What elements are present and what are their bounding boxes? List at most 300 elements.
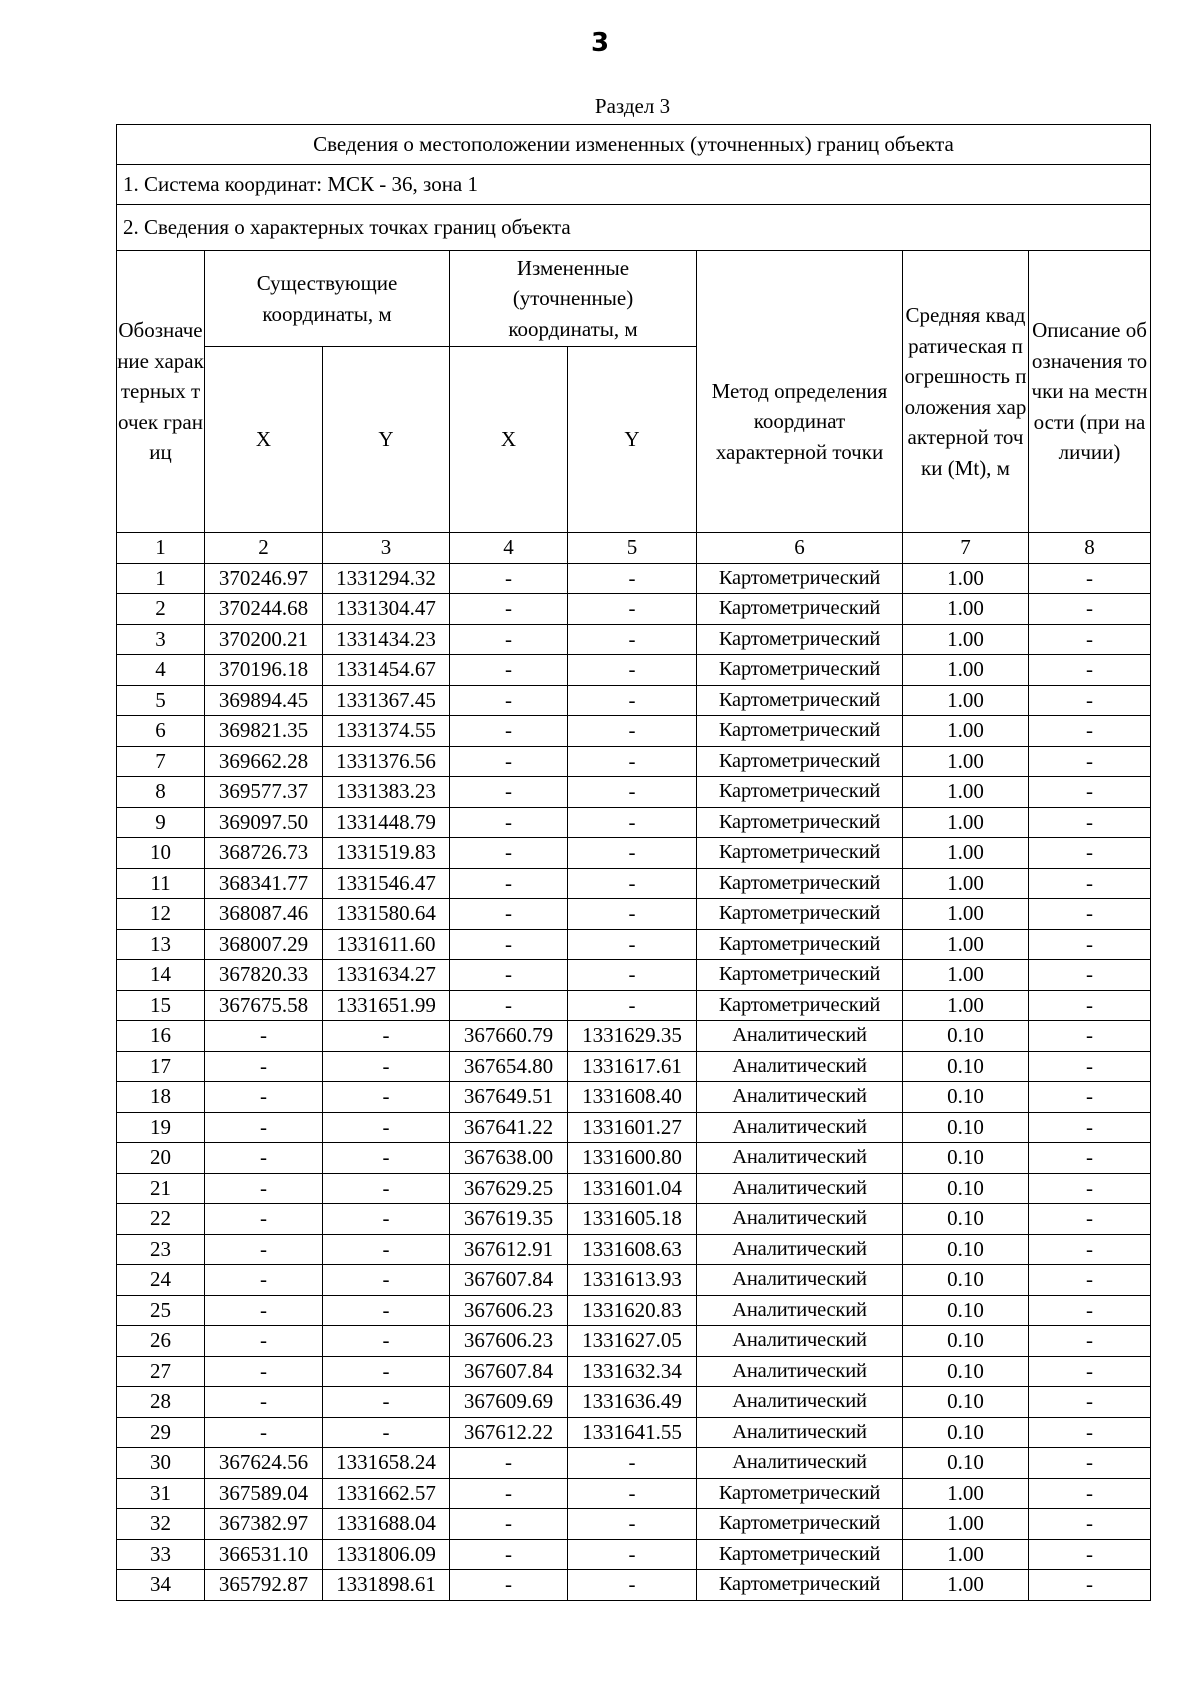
existing-x-cell: 368726.73 — [205, 838, 323, 869]
changed-x-cell: - — [450, 807, 568, 838]
changed-y-cell: - — [568, 899, 697, 930]
table-row — [117, 624, 1151, 655]
accuracy-cell: 0.10 — [903, 1082, 1029, 1113]
column-number: 4 — [450, 533, 568, 564]
header-existing-x: X — [205, 347, 323, 533]
existing-x-cell: 369894.45 — [205, 685, 323, 716]
point-number-cell: 22 — [117, 1204, 205, 1235]
description-cell: - — [1029, 1448, 1151, 1479]
table-row — [117, 1448, 1151, 1479]
accuracy-cell: 1.00 — [903, 624, 1029, 655]
point-number-cell: 12 — [117, 899, 205, 930]
changed-x-cell: - — [450, 1448, 568, 1479]
method-cell: Картометрический — [697, 716, 903, 747]
changed-y-cell: - — [568, 990, 697, 1021]
existing-x-cell: 367675.58 — [205, 990, 323, 1021]
changed-x-cell: 367612.91 — [450, 1234, 568, 1265]
existing-x-cell: - — [205, 1204, 323, 1235]
point-number-cell: 34 — [117, 1570, 205, 1601]
existing-x-cell: 370246.97 — [205, 563, 323, 594]
description-cell: - — [1029, 1204, 1151, 1235]
table-row — [117, 1234, 1151, 1265]
existing-x-cell: 369097.50 — [205, 807, 323, 838]
table-row — [117, 563, 1151, 594]
changed-y-cell: - — [568, 594, 697, 625]
description-cell: - — [1029, 899, 1151, 930]
method-cell: Картометрический — [697, 899, 903, 930]
table-row — [117, 1326, 1151, 1357]
changed-y-cell: 1331629.35 — [568, 1021, 697, 1052]
header-changed-y: Y — [568, 347, 697, 533]
changed-y-cell: - — [568, 868, 697, 899]
description-cell: - — [1029, 716, 1151, 747]
table-row — [117, 1356, 1151, 1387]
accuracy-cell: 0.10 — [903, 1265, 1029, 1296]
method-cell: Картометрический — [697, 1570, 903, 1601]
accuracy-cell: 1.00 — [903, 685, 1029, 716]
point-number-cell: 27 — [117, 1356, 205, 1387]
description-cell: - — [1029, 1082, 1151, 1113]
method-cell: Аналитический — [697, 1021, 903, 1052]
point-number-cell: 9 — [117, 807, 205, 838]
changed-y-cell: 1331601.04 — [568, 1173, 697, 1204]
description-cell: - — [1029, 746, 1151, 777]
existing-y-cell: 1331376.56 — [323, 746, 450, 777]
changed-y-cell: - — [568, 624, 697, 655]
changed-y-cell: - — [568, 563, 697, 594]
existing-y-cell: 1331367.45 — [323, 685, 450, 716]
changed-y-cell: - — [568, 1570, 697, 1601]
existing-x-cell: - — [205, 1326, 323, 1357]
existing-y-cell: 1331454.67 — [323, 655, 450, 686]
existing-y-cell: - — [323, 1417, 450, 1448]
existing-x-cell: 369577.37 — [205, 777, 323, 808]
existing-y-cell: - — [323, 1387, 450, 1418]
point-number-cell: 14 — [117, 960, 205, 991]
table-row — [117, 1112, 1151, 1143]
method-cell: Картометрический — [697, 777, 903, 808]
changed-x-cell: - — [450, 929, 568, 960]
changed-x-cell: 367619.35 — [450, 1204, 568, 1235]
table-row — [117, 1265, 1151, 1296]
changed-y-cell: - — [568, 1448, 697, 1479]
point-number-cell: 5 — [117, 685, 205, 716]
method-cell: Картометрический — [697, 929, 903, 960]
column-number: 6 — [697, 533, 903, 564]
changed-x-cell: 367606.23 — [450, 1295, 568, 1326]
column-numbers-row — [117, 533, 1151, 564]
existing-y-cell: - — [323, 1082, 450, 1113]
accuracy-cell: 1.00 — [903, 899, 1029, 930]
existing-x-cell: 366531.10 — [205, 1539, 323, 1570]
method-cell: Аналитический — [697, 1234, 903, 1265]
existing-y-cell: 1331662.57 — [323, 1478, 450, 1509]
changed-y-cell: - — [568, 838, 697, 869]
existing-x-cell: - — [205, 1387, 323, 1418]
existing-x-cell: 370244.68 — [205, 594, 323, 625]
existing-x-cell: 369662.28 — [205, 746, 323, 777]
method-cell: Аналитический — [697, 1143, 903, 1174]
existing-x-cell: 369821.35 — [205, 716, 323, 747]
description-cell: - — [1029, 1112, 1151, 1143]
method-cell: Картометрический — [697, 1509, 903, 1540]
point-number-cell: 25 — [117, 1295, 205, 1326]
changed-y-cell: 1331632.34 — [568, 1356, 697, 1387]
accuracy-cell: 1.00 — [903, 807, 1029, 838]
existing-y-cell: 1331434.23 — [323, 624, 450, 655]
existing-y-cell: - — [323, 1112, 450, 1143]
method-cell: Картометрический — [697, 655, 903, 686]
table-row — [117, 1173, 1151, 1204]
table-row — [117, 1417, 1151, 1448]
existing-y-cell: 1331294.32 — [323, 563, 450, 594]
table-title: Сведения о местоположении измененных (уточненных) границ объекта — [117, 125, 1151, 165]
point-number-cell: 10 — [117, 838, 205, 869]
accuracy-cell: 0.10 — [903, 1021, 1029, 1052]
changed-x-cell: 367612.22 — [450, 1417, 568, 1448]
changed-x-cell: - — [450, 1570, 568, 1601]
existing-y-cell: 1331383.23 — [323, 777, 450, 808]
existing-x-cell: 368007.29 — [205, 929, 323, 960]
method-cell: Картометрический — [697, 838, 903, 869]
accuracy-cell: 0.10 — [903, 1204, 1029, 1235]
changed-y-cell: 1331617.61 — [568, 1051, 697, 1082]
changed-x-cell: - — [450, 594, 568, 625]
changed-x-cell: 367607.84 — [450, 1356, 568, 1387]
existing-y-cell: - — [323, 1173, 450, 1204]
existing-y-cell: - — [323, 1204, 450, 1235]
changed-y-cell: - — [568, 1478, 697, 1509]
existing-x-cell: - — [205, 1295, 323, 1326]
description-cell: - — [1029, 655, 1151, 686]
description-cell: - — [1029, 990, 1151, 1021]
existing-x-cell: - — [205, 1417, 323, 1448]
existing-x-cell: - — [205, 1173, 323, 1204]
changed-y-cell: 1331601.27 — [568, 1112, 697, 1143]
description-cell: - — [1029, 1234, 1151, 1265]
method-cell: Аналитический — [697, 1112, 903, 1143]
existing-x-cell: 367820.33 — [205, 960, 323, 991]
page-number: 3 — [590, 28, 610, 58]
description-cell: - — [1029, 777, 1151, 808]
method-cell: Картометрический — [697, 746, 903, 777]
changed-x-cell: - — [450, 899, 568, 930]
table-row — [117, 1570, 1151, 1601]
method-cell: Аналитический — [697, 1204, 903, 1235]
changed-x-cell: - — [450, 838, 568, 869]
table-row — [117, 1387, 1151, 1418]
existing-x-cell: 370200.21 — [205, 624, 323, 655]
description-cell: - — [1029, 1509, 1151, 1540]
changed-y-cell: - — [568, 746, 697, 777]
accuracy-cell: 1.00 — [903, 716, 1029, 747]
existing-y-cell: 1331898.61 — [323, 1570, 450, 1601]
method-cell: Аналитический — [697, 1173, 903, 1204]
accuracy-cell: 0.10 — [903, 1387, 1029, 1418]
table-row — [117, 594, 1151, 625]
changed-x-cell: - — [450, 1509, 568, 1540]
point-number-cell: 32 — [117, 1509, 205, 1540]
point-number-cell: 13 — [117, 929, 205, 960]
changed-x-cell: - — [450, 1478, 568, 1509]
description-cell: - — [1029, 563, 1151, 594]
changed-y-cell: - — [568, 1509, 697, 1540]
point-number-cell: 3 — [117, 624, 205, 655]
changed-x-cell: 367641.22 — [450, 1112, 568, 1143]
existing-x-cell: - — [205, 1356, 323, 1387]
changed-y-cell: - — [568, 716, 697, 747]
header-point-designation: Обозначение характерных точек границ — [117, 251, 205, 533]
existing-x-cell: 365792.87 — [205, 1570, 323, 1601]
method-cell: Картометрический — [697, 685, 903, 716]
existing-x-cell: - — [205, 1021, 323, 1052]
accuracy-cell: 0.10 — [903, 1234, 1029, 1265]
accuracy-cell: 1.00 — [903, 563, 1029, 594]
description-cell: - — [1029, 929, 1151, 960]
accuracy-cell: 0.10 — [903, 1051, 1029, 1082]
table-row — [117, 746, 1151, 777]
point-number-cell: 19 — [117, 1112, 205, 1143]
point-number-cell: 6 — [117, 716, 205, 747]
method-cell: Аналитический — [697, 1326, 903, 1357]
changed-y-cell: - — [568, 777, 697, 808]
method-cell: Аналитический — [697, 1448, 903, 1479]
changed-y-cell: 1331605.18 — [568, 1204, 697, 1235]
existing-x-cell: - — [205, 1051, 323, 1082]
table-row — [117, 1051, 1151, 1082]
description-cell: - — [1029, 1173, 1151, 1204]
header-changed-coords: Измененные (уточненные) координаты, м — [450, 251, 697, 347]
table-row — [117, 929, 1151, 960]
accuracy-cell: 0.10 — [903, 1417, 1029, 1448]
description-cell: - — [1029, 594, 1151, 625]
accuracy-cell: 1.00 — [903, 1539, 1029, 1570]
description-cell: - — [1029, 685, 1151, 716]
accuracy-cell: 1.00 — [903, 777, 1029, 808]
existing-x-cell: 367624.56 — [205, 1448, 323, 1479]
changed-x-cell: 367607.84 — [450, 1265, 568, 1296]
point-number-cell: 2 — [117, 594, 205, 625]
point-number-cell: 31 — [117, 1478, 205, 1509]
accuracy-cell: 1.00 — [903, 868, 1029, 899]
method-cell: Аналитический — [697, 1265, 903, 1296]
method-cell: Картометрический — [697, 563, 903, 594]
description-cell: - — [1029, 838, 1151, 869]
point-number-cell: 17 — [117, 1051, 205, 1082]
description-cell: - — [1029, 1417, 1151, 1448]
changed-y-cell: - — [568, 807, 697, 838]
column-number: 1 — [117, 533, 205, 564]
changed-x-cell: - — [450, 624, 568, 655]
changed-x-cell: - — [450, 716, 568, 747]
changed-x-cell: - — [450, 960, 568, 991]
point-number-cell: 26 — [117, 1326, 205, 1357]
changed-y-cell: 1331641.55 — [568, 1417, 697, 1448]
existing-y-cell: - — [323, 1051, 450, 1082]
accuracy-cell: 0.10 — [903, 1295, 1029, 1326]
header-existing-coords: Существующие координаты, м — [205, 251, 450, 347]
accuracy-cell: 1.00 — [903, 929, 1029, 960]
changed-x-cell: 367654.80 — [450, 1051, 568, 1082]
description-cell: - — [1029, 1265, 1151, 1296]
point-number-cell: 28 — [117, 1387, 205, 1418]
accuracy-cell: 1.00 — [903, 990, 1029, 1021]
existing-y-cell: 1331374.55 — [323, 716, 450, 747]
changed-y-cell: - — [568, 1539, 697, 1570]
description-cell: - — [1029, 1051, 1151, 1082]
method-cell: Аналитический — [697, 1387, 903, 1418]
existing-x-cell: 370196.18 — [205, 655, 323, 686]
table-row — [117, 1509, 1151, 1540]
existing-x-cell: 367382.97 — [205, 1509, 323, 1540]
existing-x-cell: - — [205, 1082, 323, 1113]
column-number: 5 — [568, 533, 697, 564]
existing-x-cell: - — [205, 1143, 323, 1174]
point-number-cell: 11 — [117, 868, 205, 899]
existing-y-cell: 1331634.27 — [323, 960, 450, 991]
existing-y-cell: - — [323, 1326, 450, 1357]
changed-y-cell: - — [568, 685, 697, 716]
accuracy-cell: 0.10 — [903, 1326, 1029, 1357]
existing-x-cell: 368087.46 — [205, 899, 323, 930]
existing-y-cell: 1331658.24 — [323, 1448, 450, 1479]
changed-y-cell: - — [568, 929, 697, 960]
header-accuracy: Средняя квадратическая погрешность положения характерной точки (Mt), м — [903, 251, 1029, 533]
column-number: 8 — [1029, 533, 1151, 564]
existing-y-cell: 1331519.83 — [323, 838, 450, 869]
changed-x-cell: - — [450, 777, 568, 808]
table-row — [117, 1021, 1151, 1052]
existing-y-cell: - — [323, 1356, 450, 1387]
accuracy-cell: 1.00 — [903, 838, 1029, 869]
changed-x-cell: 367660.79 — [450, 1021, 568, 1052]
boundary-points-table — [116, 124, 1151, 1601]
existing-x-cell: 368341.77 — [205, 868, 323, 899]
point-number-cell: 1 — [117, 563, 205, 594]
table-row — [117, 1204, 1151, 1235]
method-cell: Картометрический — [697, 960, 903, 991]
existing-x-cell: - — [205, 1234, 323, 1265]
changed-x-cell: - — [450, 746, 568, 777]
header-existing-y: Y — [323, 347, 450, 533]
changed-y-cell: 1331636.49 — [568, 1387, 697, 1418]
description-cell: - — [1029, 1021, 1151, 1052]
point-number-cell: 20 — [117, 1143, 205, 1174]
point-number-cell: 23 — [117, 1234, 205, 1265]
existing-y-cell: 1331448.79 — [323, 807, 450, 838]
existing-y-cell: 1331304.47 — [323, 594, 450, 625]
accuracy-cell: 1.00 — [903, 960, 1029, 991]
table-row — [117, 807, 1151, 838]
section-title: Раздел 3 — [594, 94, 671, 118]
table-row — [117, 1143, 1151, 1174]
changed-x-cell: - — [450, 1539, 568, 1570]
table-row — [117, 1295, 1151, 1326]
table-row — [117, 655, 1151, 686]
method-cell: Картометрический — [697, 624, 903, 655]
header-changed-x: X — [450, 347, 568, 533]
point-number-cell: 29 — [117, 1417, 205, 1448]
existing-y-cell: 1331611.60 — [323, 929, 450, 960]
changed-x-cell: - — [450, 563, 568, 594]
method-cell: Картометрический — [697, 868, 903, 899]
point-number-cell: 24 — [117, 1265, 205, 1296]
method-cell: Аналитический — [697, 1417, 903, 1448]
changed-x-cell: 367606.23 — [450, 1326, 568, 1357]
description-cell: - — [1029, 1295, 1151, 1326]
table-row — [117, 1478, 1151, 1509]
point-number-cell: 33 — [117, 1539, 205, 1570]
table-row — [117, 899, 1151, 930]
point-number-cell: 16 — [117, 1021, 205, 1052]
changed-x-cell: 367638.00 — [450, 1143, 568, 1174]
method-cell: Картометрический — [697, 594, 903, 625]
changed-y-cell: 1331600.80 — [568, 1143, 697, 1174]
accuracy-cell: 1.00 — [903, 1570, 1029, 1601]
existing-y-cell: - — [323, 1234, 450, 1265]
description-cell: - — [1029, 1478, 1151, 1509]
points-info-label: 2. Сведения о характерных точках границ объекта — [117, 205, 1151, 251]
header-description: Описание обозначения точки на местности (при наличии) — [1029, 251, 1151, 533]
accuracy-cell: 0.10 — [903, 1112, 1029, 1143]
existing-y-cell: - — [323, 1295, 450, 1326]
existing-y-cell: 1331580.64 — [323, 899, 450, 930]
changed-x-cell: 367649.51 — [450, 1082, 568, 1113]
description-cell: - — [1029, 1387, 1151, 1418]
method-cell: Картометрический — [697, 807, 903, 838]
point-number-cell: 8 — [117, 777, 205, 808]
changed-y-cell: 1331613.93 — [568, 1265, 697, 1296]
existing-y-cell: 1331546.47 — [323, 868, 450, 899]
accuracy-cell: 1.00 — [903, 655, 1029, 686]
table-row — [117, 777, 1151, 808]
existing-x-cell: 367589.04 — [205, 1478, 323, 1509]
column-number: 2 — [205, 533, 323, 564]
method-cell: Аналитический — [697, 1356, 903, 1387]
existing-x-cell: - — [205, 1112, 323, 1143]
table-row — [117, 1082, 1151, 1113]
point-number-cell: 30 — [117, 1448, 205, 1479]
existing-y-cell: - — [323, 1265, 450, 1296]
existing-y-cell: 1331688.04 — [323, 1509, 450, 1540]
point-number-cell: 4 — [117, 655, 205, 686]
coord-system-label: 1. Система координат: МСК - 36, зона 1 — [117, 165, 1151, 205]
column-number: 7 — [903, 533, 1029, 564]
accuracy-cell: 0.10 — [903, 1143, 1029, 1174]
column-number: 3 — [323, 533, 450, 564]
accuracy-cell: 1.00 — [903, 746, 1029, 777]
changed-y-cell: 1331608.40 — [568, 1082, 697, 1113]
point-number-cell: 21 — [117, 1173, 205, 1204]
point-number-cell: 7 — [117, 746, 205, 777]
accuracy-cell: 1.00 — [903, 1478, 1029, 1509]
method-cell: Картометрический — [697, 1478, 903, 1509]
accuracy-cell: 0.10 — [903, 1356, 1029, 1387]
changed-x-cell: 367629.25 — [450, 1173, 568, 1204]
method-cell: Аналитический — [697, 1051, 903, 1082]
accuracy-cell: 0.10 — [903, 1173, 1029, 1204]
changed-x-cell: - — [450, 868, 568, 899]
method-cell: Картометрический — [697, 1539, 903, 1570]
table-row — [117, 990, 1151, 1021]
description-cell: - — [1029, 960, 1151, 991]
description-cell: - — [1029, 1356, 1151, 1387]
changed-x-cell: - — [450, 685, 568, 716]
description-cell: - — [1029, 1326, 1151, 1357]
table-row — [117, 716, 1151, 747]
changed-x-cell: - — [450, 655, 568, 686]
table-row — [117, 838, 1151, 869]
